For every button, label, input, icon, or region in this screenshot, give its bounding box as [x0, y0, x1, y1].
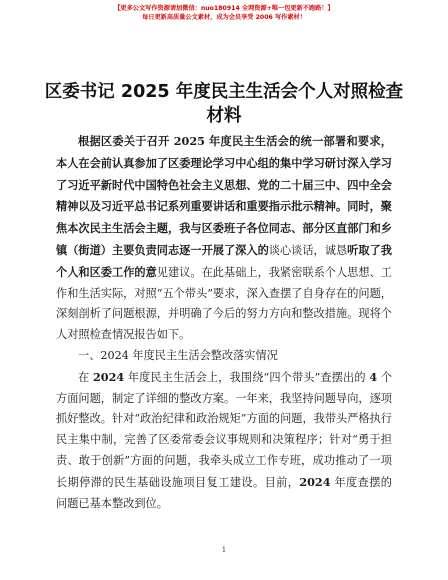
- intro-paragraph: [56, 131, 392, 346]
- promo-banner: [0, 4, 448, 22]
- intro-text-1: 谈心谈话，: [268, 243, 325, 257]
- section-text-3: 个方面问题，制定了详细的整改方案。一年来，我坚持问题导向，逐项抓好整改。针对“政治纪律和政治规矩”方面的问题，我带头严格执行民主集中制，完善了区委常委会议事规则和决策程序；针对“勇于担责、敢于创新”方面的问题，我牵头成立工作专班，成功推动了一项长期停滞的民生基础设施项目复工建设。目前，: [56, 370, 393, 489]
- section-text-2: 年度民主生活会上，我围绕“四个带头”查摆出的: [124, 370, 370, 384]
- intro-text-2: 诚恳: [324, 243, 348, 257]
- intro-text-3: 见建议。在此基础上，我紧密联系个人思想、工作和生活实际，对照“五个带头”要求，深入查摆了自身存在的问题，深刻剖析了问题根源，并明确了今后的努力方向和整改措施。现将个人对照检查情况报告如下。: [56, 265, 392, 342]
- page-number: 1: [221, 546, 227, 554]
- promo-banner-line1: 【更多公文写作资源请加微信：nuo180914 全网资源+唯一包更新不跑路！】: [114, 5, 334, 12]
- intro-bold-2: 听取了我个人和区委工作的意: [56, 242, 392, 279]
- section-count: 4: [369, 369, 378, 384]
- section-heading: 一、2024 年度民主生活会整改落实情况: [78, 348, 278, 362]
- section-paragraph: [56, 367, 392, 515]
- section-text-4: 年度查摆的问题已基本整改到位。: [56, 475, 392, 510]
- section-text-1: 在: [78, 370, 93, 384]
- intro-bold-1: 开展了深入的: [201, 242, 269, 257]
- section-year-2: 2024: [299, 474, 331, 489]
- promo-banner-line2: 每日更新高质量公文素材，成为会员享受 2006 写作素材！: [142, 14, 306, 21]
- section-year: 2024: [93, 369, 125, 384]
- document-title: 区委书记 2025 年度民主生活会个人对照检查材料: [44, 82, 404, 126]
- document-body: [56, 131, 392, 514]
- intro-lead: 根据区委关于召开 2025 年度民主生活会的统一部署和要求，本人在会前认真参加了区委理论学习中心组的集中学习研讨深入学习了习近平新时代中国特色社会主义思想、党的二十届三中、四中全会精神以及习近平总书记系列重要讲话和重要指示批示精神。同时，聚焦本次民主生活会主题，我与区委班子各位同志、部分区直部门和乡镇（街道）主要负责同志逐一: [56, 134, 392, 257]
